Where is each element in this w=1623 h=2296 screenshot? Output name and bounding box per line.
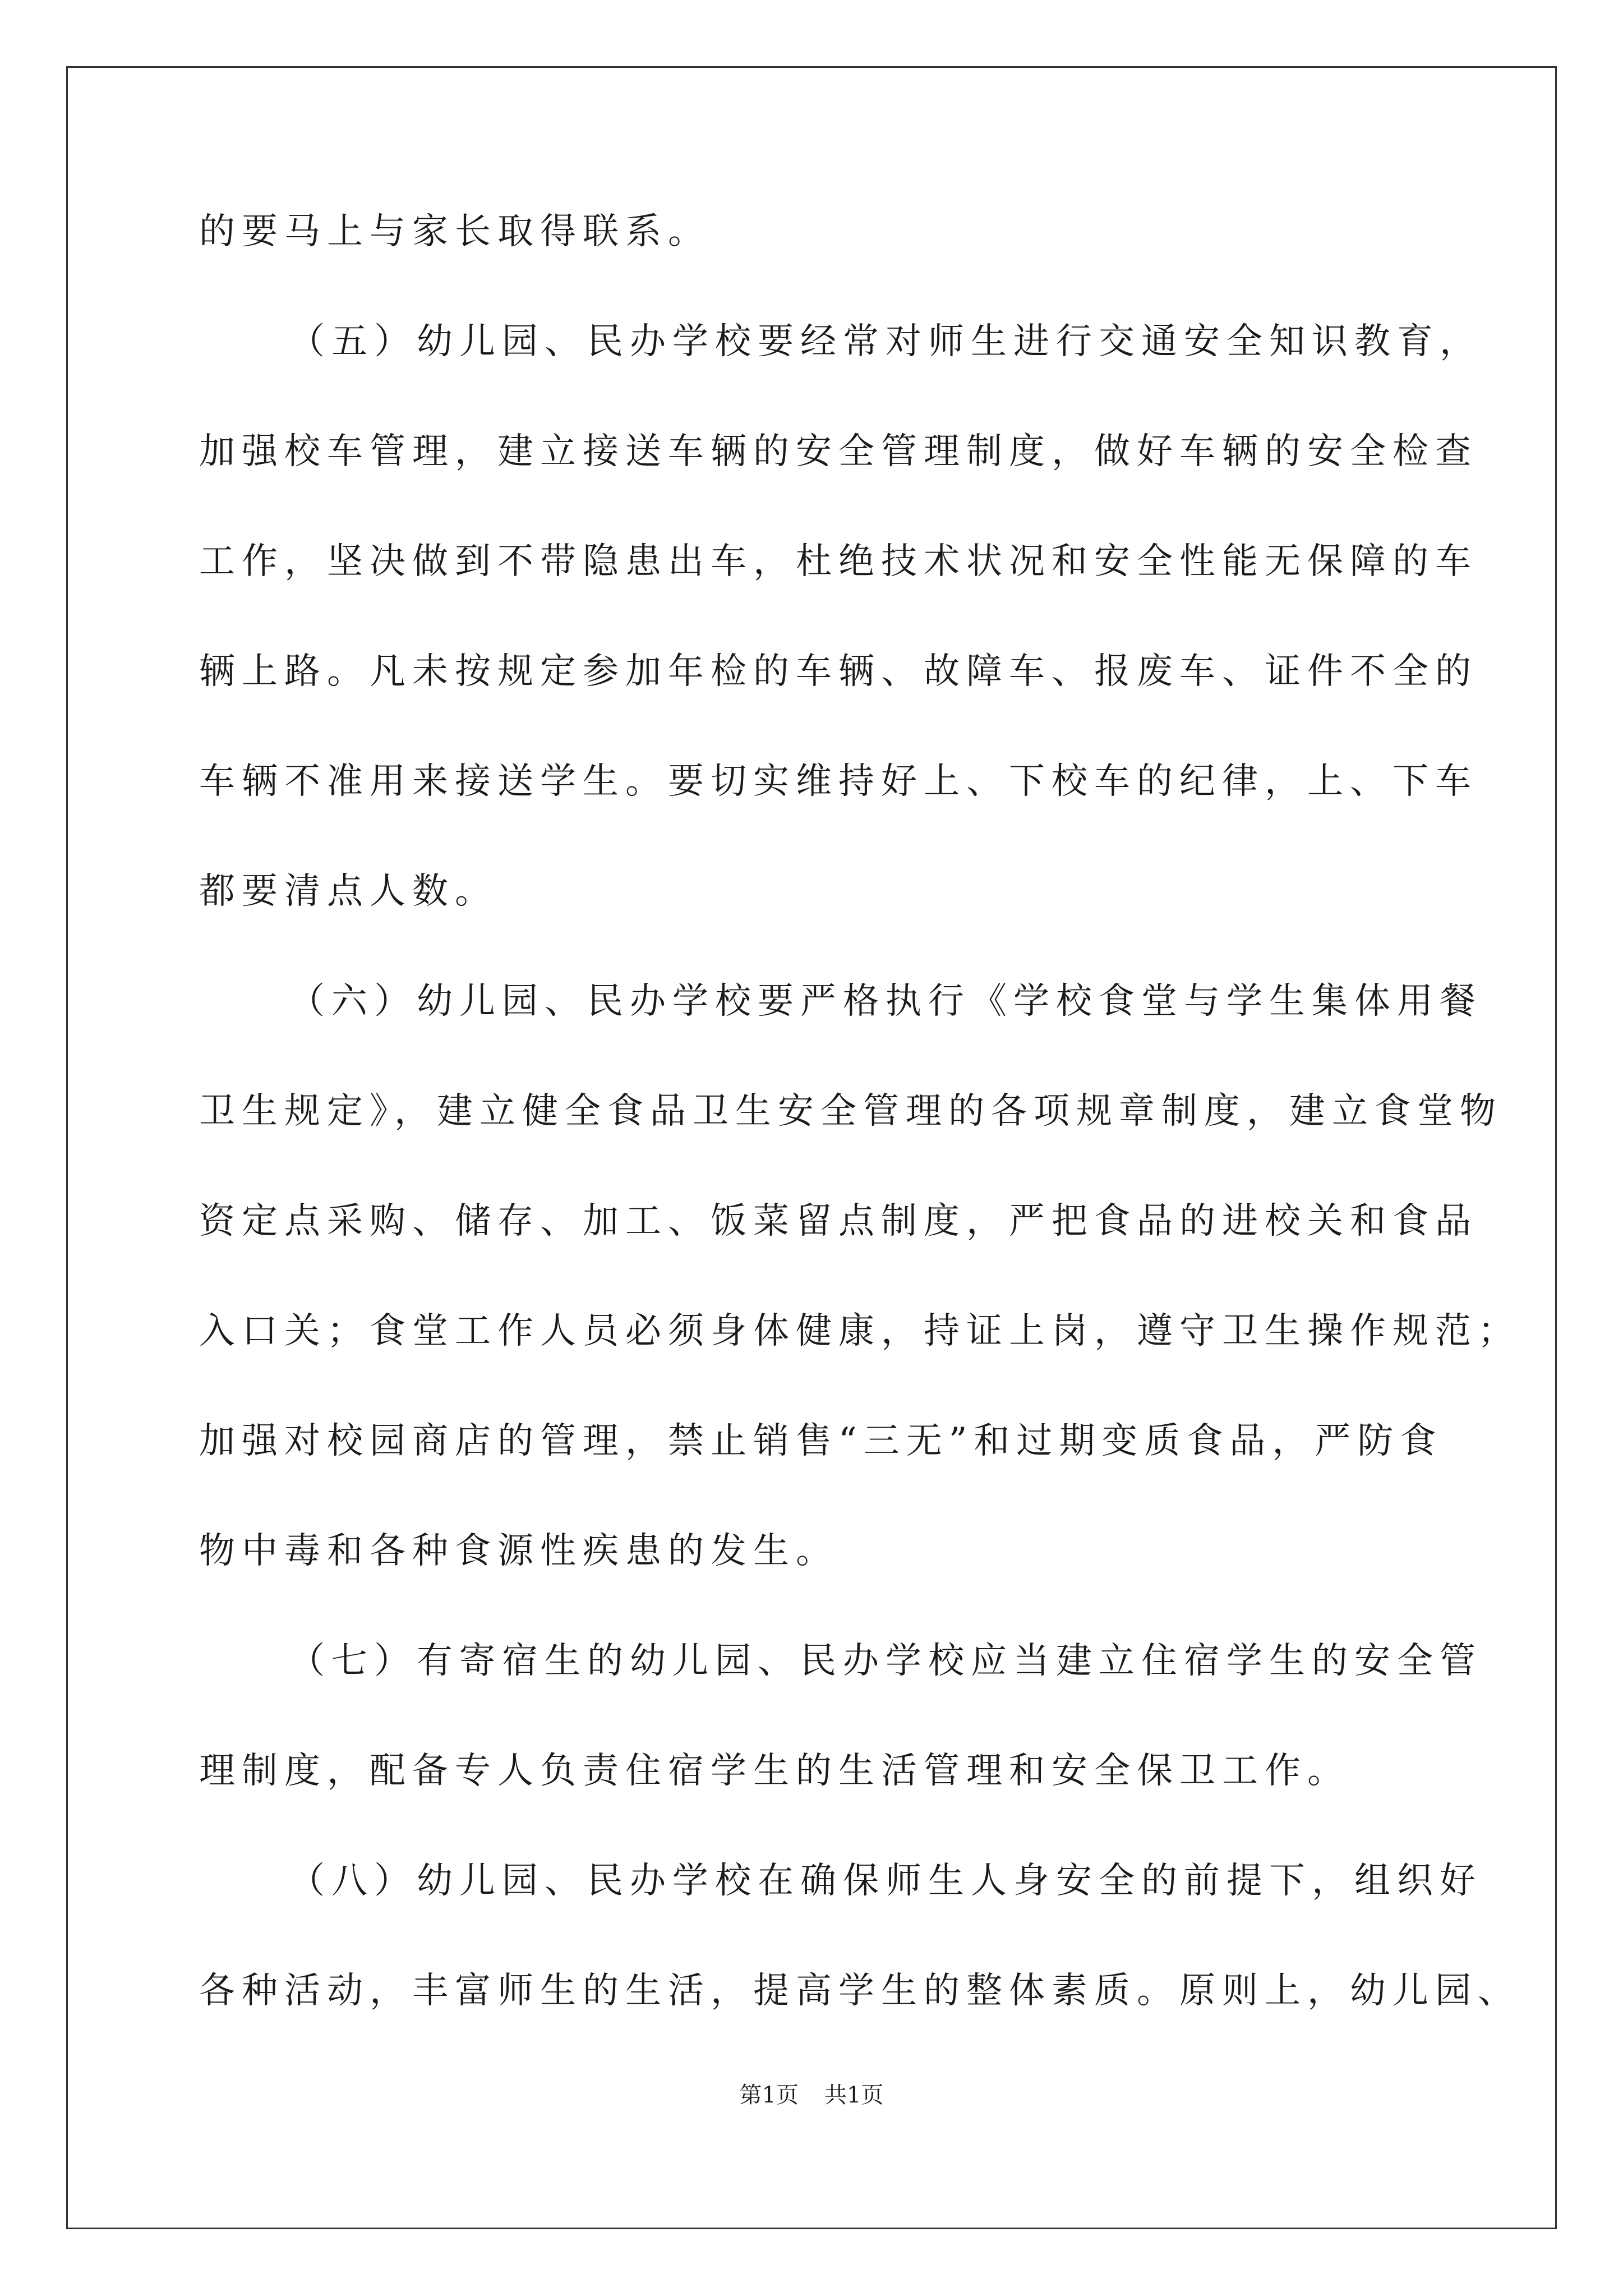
- text-line: 物中毒和各种食源性疾患的发生。: [199, 1530, 838, 1572]
- text-line: （五）幼儿园、民办学校要经常对师生进行交通安全知识教育，: [289, 321, 1482, 362]
- text-line: 车辆不准用来接送学生。要切实维持好上、下校车的纪律，上、下车: [199, 761, 1478, 802]
- text-line: 理制度，配备专人负责住宿学生的生活管理和安全保卫工作。: [199, 1750, 1350, 1792]
- text-line: 的要马上与家长取得联系。: [199, 211, 711, 252]
- text-line: 各种活动，丰富师生的生活，提高学生的整体素质。原则上，幼儿园、: [199, 1970, 1520, 2012]
- text-line: 都要清点人数。: [199, 871, 497, 912]
- text-line: 卫生规定》，建立健全食品卫生安全管理的各项规章制度，建立食堂物: [199, 1091, 1502, 1132]
- text-line: 资定点采购、储存、加工、饭菜留点制度，严把食品的进校关和食品: [199, 1200, 1478, 1242]
- page-number-total: 共1页: [824, 2082, 884, 2108]
- text-line: （八）幼儿园、民办学校在确保师生人身安全的前提下，组织好: [289, 1860, 1482, 1902]
- page-number-current: 第1页: [739, 2082, 799, 2108]
- document-body: [199, 211, 1520, 2082]
- text-line: 辆上路。凡未按规定参加年检的车辆、故障车、报废车、证件不全的: [199, 651, 1478, 692]
- text-line: 加强对校园商店的管理，禁止销售“三无”和过期变质食品，严防食: [199, 1420, 1443, 1462]
- text-line: （七）有寄宿生的幼儿园、民办学校应当建立住宿学生的安全管: [289, 1640, 1482, 1682]
- text-line: （六）幼儿园、民办学校要严格执行《学校食堂与学生集体用餐: [289, 981, 1482, 1022]
- page-footer: [0, 2082, 1623, 2108]
- text-line: 入口关；食堂工作人员必须身体健康，持证上岗，遵守卫生操作规范；: [199, 1310, 1520, 1352]
- text-line: 工作，坚决做到不带隐患出车，杜绝技术状况和安全性能无保障的车: [199, 541, 1478, 582]
- text-line: 加强校车管理，建立接送车辆的安全管理制度，做好车辆的安全检查: [199, 431, 1478, 472]
